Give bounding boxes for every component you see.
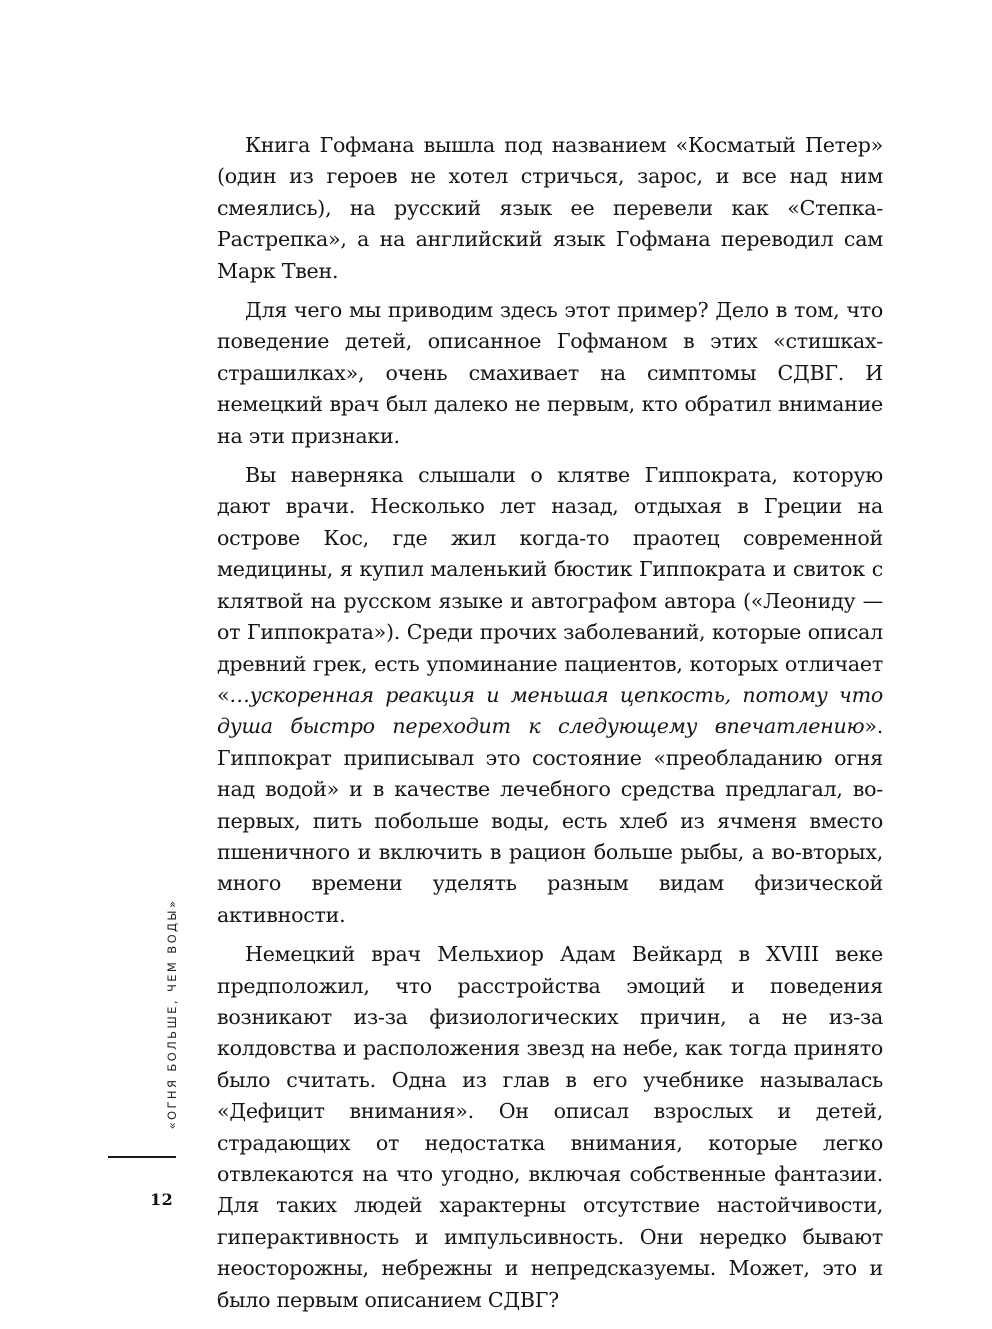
paragraph-why-example: Для чего мы приводим здесь этот пример? Дело в том, что поведение детей, описанное Гофманом в этих «стишках-страшилках», очень смахивает на симптомы СДВГ. И немецкий врач был далеко не первым, кто обратил внимание на эти признаки. <box>217 298 883 448</box>
hippocrates-quote: …ускоренная реакция и меньшая цепкость, потому что душа быстро переходит к следующему впечатлению <box>217 682 883 739</box>
hippocrates-text-end: ». Гиппократ приписывал это состояние «преобладанию огня над водой» и в качестве лечебного средства предлагал, во-первых, пить побольше воды, есть хлеб из ячменя вместо пшеничного и включить в рацион больше рыбы, а во-вторых, много времени уделять разным видам физической активности. <box>217 714 883 927</box>
paragraph-hippocrates <box>217 460 883 931</box>
body-text <box>217 130 883 1316</box>
paragraph-hoffmann-book: Книга Гофмана вышла под названием «Косматый Петер» (один из героев не хотел стричься, зарос, и все над ним смеялись), на русский язык ее перевели как «Степка-Растрепка», а на английский язык Гофмана переводил сам Марк Твен. <box>217 133 883 283</box>
footer-rule <box>108 1156 176 1158</box>
running-head <box>156 898 188 1130</box>
running-head-text: «ОГНЯ БОЛЬШЕ, ЧЕМ ВОДЫ» <box>165 898 179 1130</box>
paragraph-weikard: Немецкий врач Мельхиор Адам Вейкард в XVIII веке предположил, что расстройства эмоций и поведения возникают из-за физиологических причин, а не из-за колдовства и расположения звезд на небе, как тогда принято было считать. Одна из глав в его учебнике называлась «Дефицит внимания». Он описал взрослых и детей, страдающих от недостатка внимания, которые легко отвлекаются на что угодно, включая собственные фантазии. Для таких людей характерны отсутствие настойчивости, гиперактивность и импульсивность. Они нередко бывают неосторожны, небрежны и непредсказуемы. Может, это и было первым описанием СДВГ? <box>217 942 883 1312</box>
hippocrates-text-start: Вы наверняка слышали о клятве Гиппократа, которую дают врачи. Несколько лет назад, отдыхая в Греции на острове Кос, где жил когда-то праотец современной медицины, я купил маленький бюстик Гиппократа и свиток с клятвой на русском языке и автографом автора («Леониду — от Гиппократа»). Среди прочих заболеваний, которые описал древний грек, есть упоминание пациентов, которых отличает « <box>217 463 883 707</box>
page-number: 12 <box>150 1190 174 1209</box>
